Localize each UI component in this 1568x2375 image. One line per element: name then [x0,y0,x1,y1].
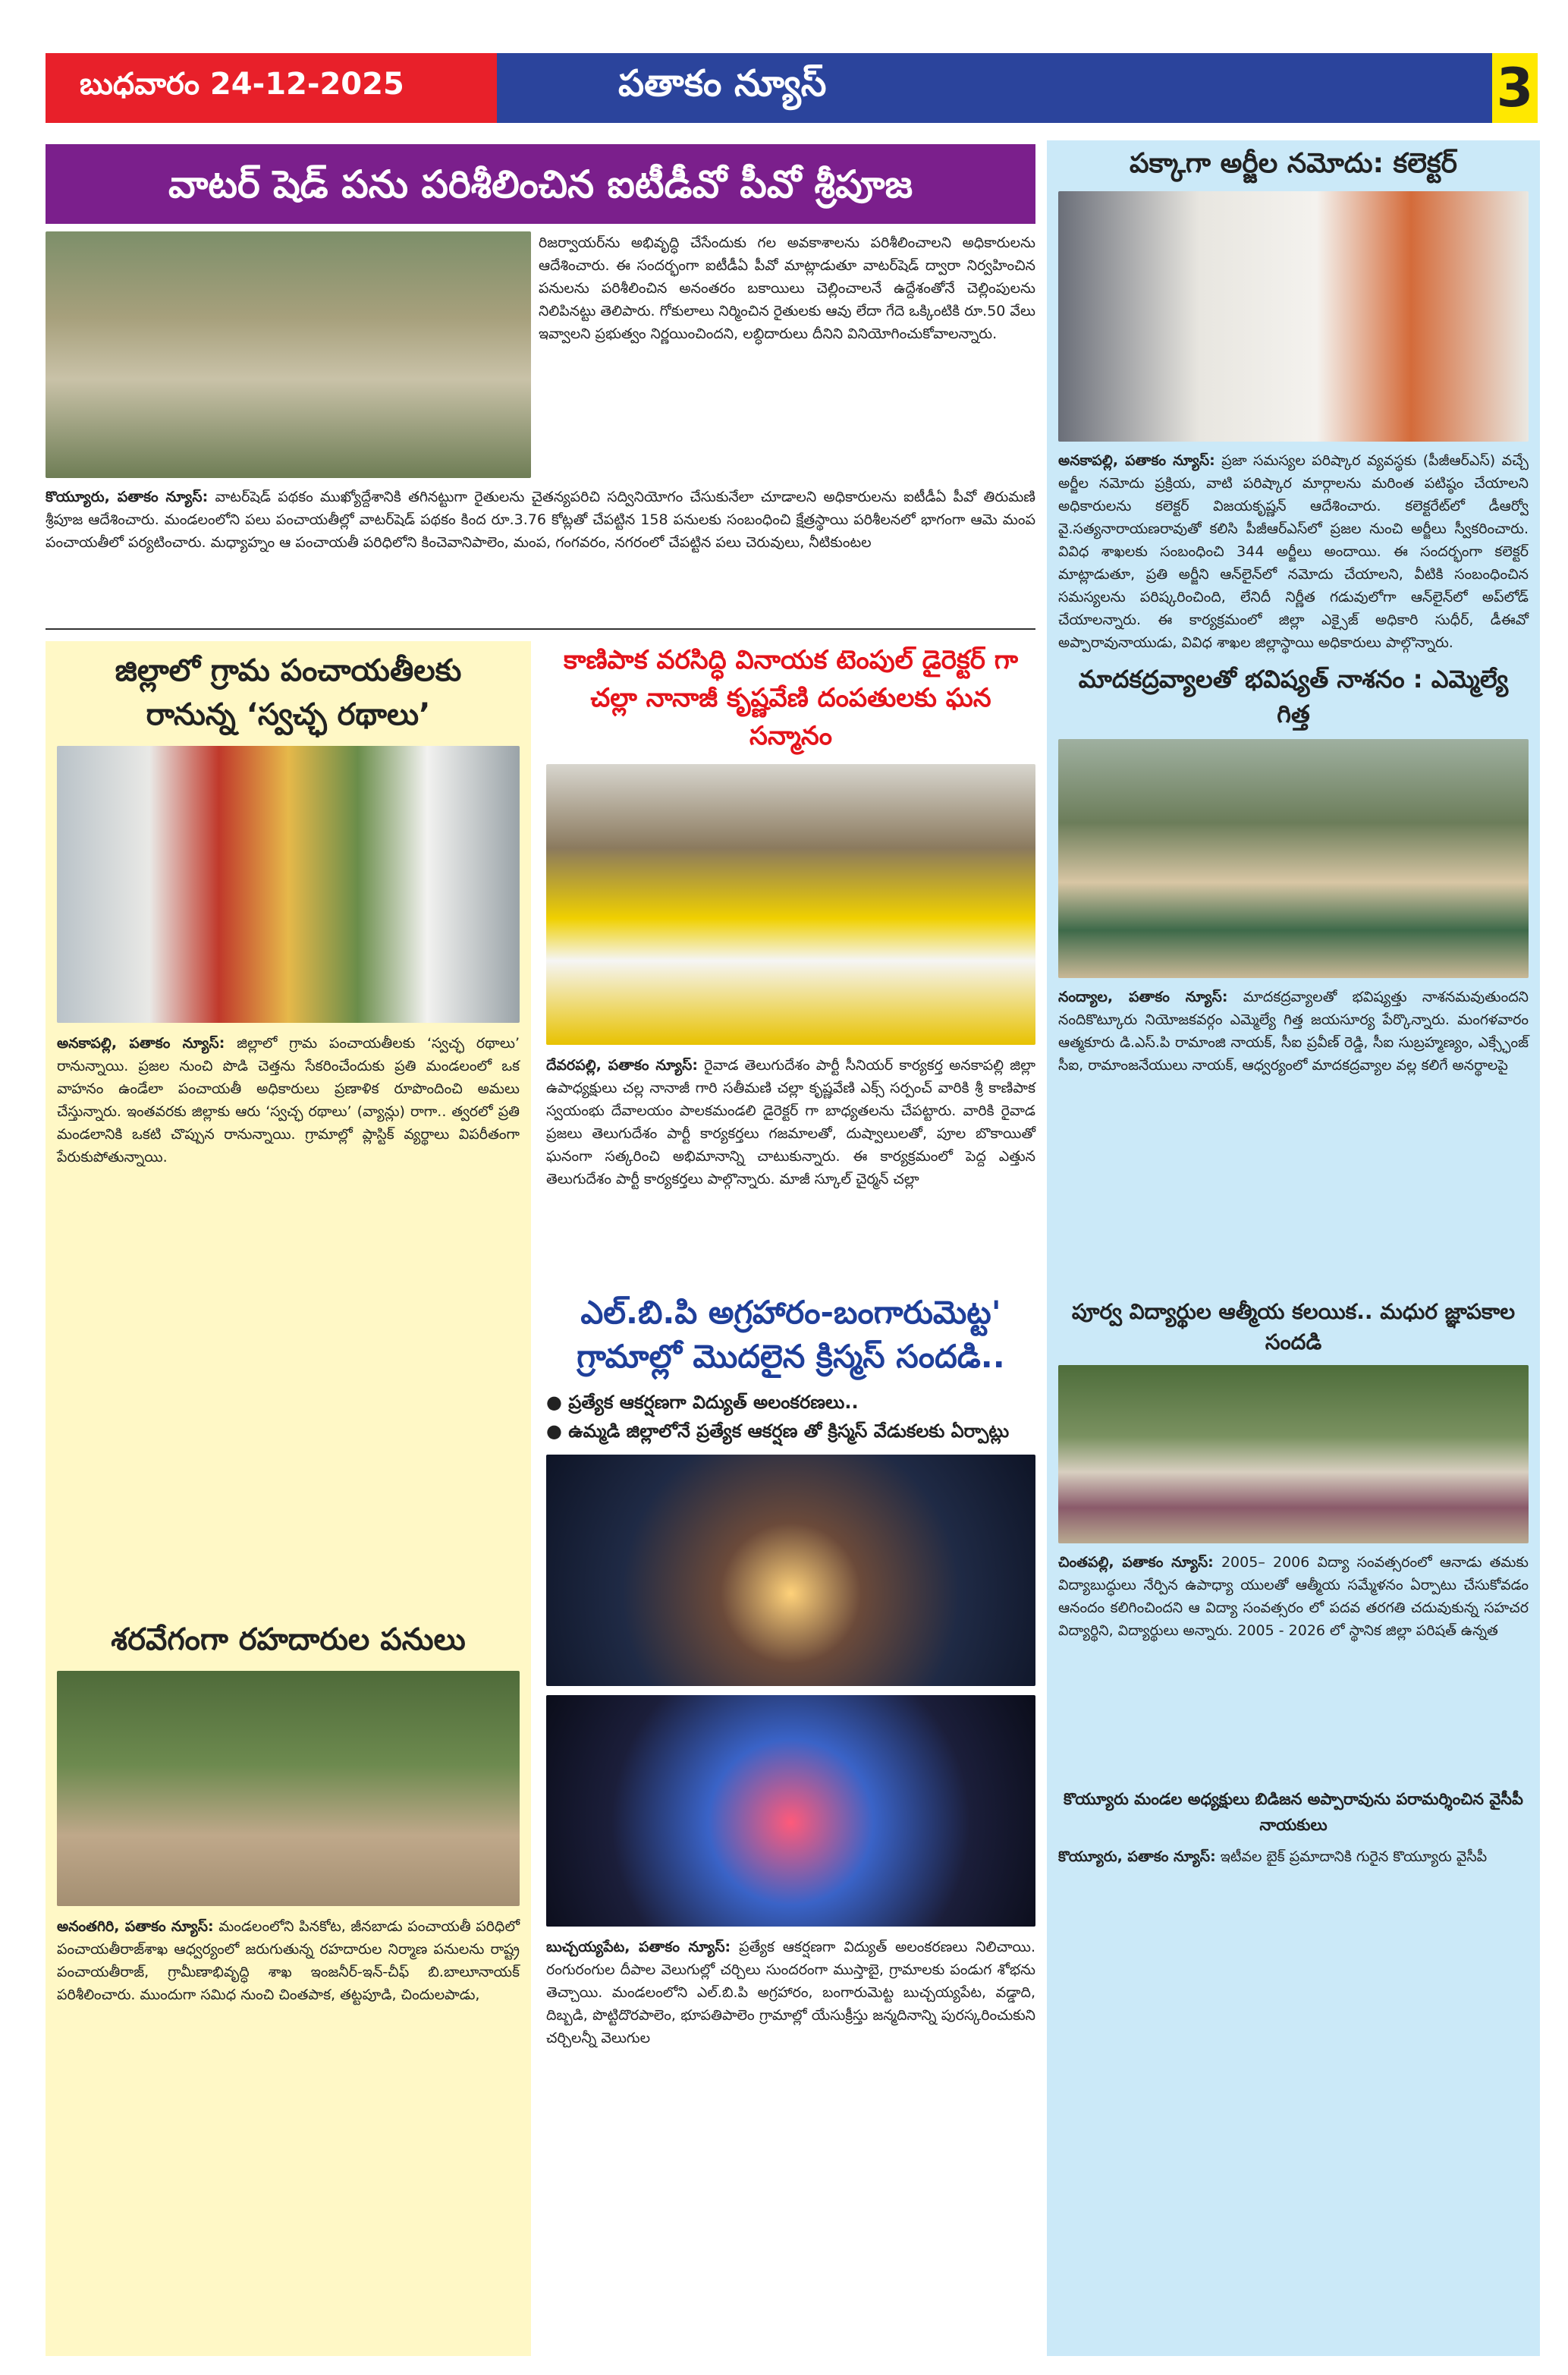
lead-dateline: కొయ్యూరు, పతాకం న్యూస్: [46,489,209,505]
left-column [46,649,531,2006]
kanipakam-body [546,1054,1035,1282]
dateline: దేవరపల్లి, పతాకం న్యూస్: [546,1057,698,1074]
masthead-paper-name: పతాకం న్యూస్ [497,53,1492,123]
bullet-item: ● ప్రత్యేక ఆకర్షణగా విద్యుత్ అలంకరణలు.. [546,1392,859,1413]
lead-body-left [46,486,1035,554]
christmas-bullets [546,1388,1035,1445]
headline-line-1: జిల్లాలో గ్రామ పంచాయతీలకు [115,653,462,688]
body-text: 2005– 2006 విద్యా సంవత్సరంలో ఆనాడు తమకు విద్యాబుద్ధులు నేర్పిన ఉపాధ్యా యులతో ఆత్మీయ సమ్మేళనం ఏర్పాటు చేసుకోవడం ఆనందం కలిగించిందని ఆ విద్యా సంవత్సరం లో పదవ తరగతి చదువుకున్న సహచర విద్యార్థిని, విద్యార్థులు అన్నారు. 2005 - 2026 లో స్థానిక జిల్లా పరిషత్ ఉన్నత [1058,1554,1529,1639]
headline-line-1: కాణిపాక వరసిద్ధి వినాయక టెంపుల్ డైరెక్టర్ గా [563,645,1019,675]
lead-body-text: వాటర్‌షెడ్ పథకం ముఖ్యోద్దేశానికి తగినట్టుగా రైతులను చైతన్యపరిచి సద్వినియోగం చేసుకునేలా చూడాలని అధికారులను ఐటీడీఏ పీవో తిరుమణి శ్రీపూజ ఆదేశించారు. మండలంలోని పలు పంచాయతీల్లో వాటర్‌షెడ్ పథకం కింద రూ.3.76 కోట్లతో చేపట్టిన 158 పనులకు సంబంధించి క్షేత్రస్థాయి పరిశీలనలో భాగంగా ఆమె మంప పంచాయతీలో పర్యటించారు. మధ్యాహ్నం ఆ పంచాయతీ పరిధిలోని కించెవానిపాలెం, మంప, గంగవరం, నగరంలో చేపట్టిన పలు చెరువులు, నీటికుంటల [46,489,1035,551]
anti-drug-rally-photo [1058,739,1529,978]
collector-grievance-photo [1058,191,1529,442]
masthead-date: బుధవారం 24-12-2025 [46,53,497,123]
alumni-headline: పూర్వ విద్యార్థుల ఆత్మీయ కలయిక.. మధుర జ్ఞాపకాల సందడి [1071,1299,1516,1354]
lead-body-right: రిజర్వాయర్‌ను అభివృద్ధి చేసేందుకు గల అవకాశాలను పరిశీలించాలని అధికారులను ఆదేశించారు. ఈ సందర్భంగా ఐటీడీఏ పీవో మాట్లాడుతూ వాటర్‌షెడ్ ద్వారా నిర్వహించిన పనులను పరిశీలించిన అనంతరం బకాయిలు చెల్లించాలనే ఉద్దేశంతోనే చెల్లింపులను నిలిపినట్టు తెలిపారు. గోకులాలు నిర్మించిన రైతులకు ఆవు లేదా గేదె ఒక్కింటికి రూ.50 వేలు ఇవ్వాలని ప్రభుత్వం నిర్ణయించిందని, లబ్ధిదారులు దీనిని వినియోగించుకోవాలన్నారు. [539,234,1035,342]
middle-column [546,641,1035,2049]
body-text: మాదకద్రవ్యాలతో భవిష్యత్తు నాశనమవుతుందని నందికొట్కూరు నియోజకవర్గం ఎమ్మెల్యే గిత్త జయసూర్య పేర్కొన్నారు. మంగళవారం ఆత్మకూరు డి.ఎస్.పి రామాంజి నాయక్, సీఐ ప్రవీణ్ రెడ్డి, సీఐ సుబ్రహ్మణ్యం, ఎక్స్ఛేంజ్ సీఐ, రామాంజనేయులు నాయక్, ఆధ్వర్యంలో మాదకద్రవ్యాల వల్ల కలిగే అనర్థాలపై [1058,989,1529,1074]
lead-photo-officials-at-pond [46,231,531,478]
body-text: రైవాడ తెలుగుదేశం పార్టీ సీనియర్ కార్యకర్త అనకాపల్లి జిల్లా ఉపాధ్యక్షులు చల్ల నానాజీ గారి సతీమణి చల్లా కృష్ణవేణి ఎక్స్ సర్పంచ్ వారికి శ్రీ కాణిపాక స్వయంభు దేవాలయం పాలకమండలి డైరెక్టర్ గా బాధ్యతలను చేపట్టారు. వారికి రైవాడ ప్రజలు తెలుగుదేశం పార్టీ కార్యకర్తలు గజమాలతో, దుష్వాలులతో, పూల బొకాయితో ఘనంగా సత్కరించి అభిమానాన్ని చాటుకున్నారు. ఈ కార్యక్రమంలో పెద్ద ఎత్తున తెలుగుదేశం పార్టీ కార్యకర్తలు పాల్గొన్నారు. మాజీ స్కూల్ చైర్మన్ చల్లా [546,1057,1036,1188]
swachh-rathalu-headline [57,649,520,737]
lead-section [46,144,1035,554]
collector-headline: పక్కాగా అర్జీల నమోదు: కలెక్టర్ [1129,148,1457,179]
dateline: అనకాపల్లి, పతాకం న్యూస్: [1058,452,1215,469]
swachh-ratham-van-photo [57,746,520,1023]
dateline: కొయ్యూరు, పతాకం న్యూస్: [1058,1848,1216,1865]
right-column [1047,144,1540,1868]
dateline: అనంతగిరి, పతాకం న్యూస్: [57,1918,214,1935]
church-lights-photo-1 [546,1455,1035,1686]
kanipakam-headline [546,641,1035,755]
headline-line-2: గ్రామాల్లో మొదలైన క్రిస్మస్ సందడి.. [577,1338,1005,1375]
page-number: 3 [1492,53,1538,123]
headline-line-1: ఎల్.బి.పి అగ్రహారం-బంగారుమెట్ట' [580,1294,1001,1331]
ycp-headline: కొయ్యూరు మండల అధ్యక్షులు బిడిజన అప్పారావును పరామర్శించిన వైసీపీ నాయకులు [1064,1790,1523,1834]
body-text: మండలంలోని పినకోట, జీనబాడు పంచాయతీ పరిధిలో పంచాయతీరాజ్‌శాఖ ఆధ్వర్యంలో జరుగుతున్న రహదారుల నిర్మాణ పనులను రాష్ట్ర పంచాయతీరాజ్, గ్రామీణాభివృద్ధి శాఖ ఇంజనీర్-ఇన్-చీఫ్ బి.బాలూనాయక్ పరిశీలించారు. ముందుగా సమిధ నుంచి చింతపాక, తట్టపూడి, చిందులపాడు, [57,1918,520,2003]
body-text: జిల్లాలో గ్రామ పంచాయతీలకు ‘స్వచ్ఛ రథాలు’ రానున్నాయి. ప్రజల నుంచి పొడి చెత్తను సేకరించేందుకు ప్రతి మండలంలో ఒక వాహనం ఉండేలా పంచాయతీ అధికారులు ప్రణాళిక రూపొందించి అమలు చేస్తున్నారు. ఇంతవరకు జిల్లాకు ఆరు ‘స్వచ్ఛ రథాలు’ (వ్యాన్లు) రాగా.. త్వరలో ప్రతి మండలానికి ఒకటి చొప్పున రానున్నాయి. గ్రామాల్లో ప్లాస్టిక్ వ్యర్థాలు విపరీతంగా పేరుకుపోతున్నాయి. [57,1035,520,1165]
felicitation-group-photo [546,764,1035,1045]
dateline: అనకాపల్లి, పతాకం న్యూస్: [57,1035,225,1052]
headline-line-2: చల్లా నానాజీ కృష్ణవేణి దంపతులకు ఘన సన్మానం [590,683,991,751]
collector-body [1058,449,1529,654]
dateline: చింతపల్లి, పతాకం న్యూస్: [1058,1554,1214,1571]
bullet-item: ● ఉమ్మడి జిల్లాలోనే ప్రత్యేక ఆకర్షణ తో క్రిస్మస్ వేడుకలకు ఏర్పాట్లు [546,1420,1010,1442]
headline-line-2: రానున్న ‘స్వచ్ఛ రథాలు’ [146,697,431,732]
church-lights-photo-2 [546,1695,1035,1927]
ycp-body [1058,1845,1529,1868]
road-works-photo [57,1671,520,1906]
christmas-headline [546,1291,1035,1379]
roads-body [57,1915,520,2006]
bullet-text: ఉమ్మడి జిల్లాలోనే ప్రత్యేక ఆకర్షణ తో క్రిస్మస్ వేడుకలకు ఏర్పాట్లు [568,1420,1010,1442]
body-text: ఇటీవల బైక్ ప్రమాదానికి గురైన కొయ్యూరు వైసీపీ [1220,1848,1488,1865]
drugs-headline: మాదకద్రవ్యాలతో భవిష్యత్ నాశనం : ఎమ్మెల్యే గిత్త [1078,665,1509,728]
christmas-body [546,1936,1035,2049]
lead-row [46,231,1035,478]
swachh-rathalu-body [57,1032,520,1609]
dateline: బుచ్చయ్యపేట, పతాకం న్యూస్: [546,1939,731,1955]
lead-headline: వాటర్ షెడ్ పను పరిశీలించిన ఐటీడీవో పీవో శ్రీపూజ [46,144,1035,224]
body-text: ప్రజా సమస్యల పరిష్కార వ్యవస్థకు (పీజీఆర్ఎస్) వచ్చే అర్జీల నమోదు ప్రక్రియ, వాటి పరిష్కార మార్గాలను మరింత పటిష్ఠం చేయాలని అధికారులను కలెక్టర్ విజయకృష్ణన్ ఆదేశించారు. కలెక్టరేట్‌లో డీఆర్వో వై.సత్యనారాయణరావుతో కలిసి పీజీఆర్ఎస్‌లో ప్రజల నుంచి అర్జీలు స్వీకరించారు. వివిధ శాఖలకు సంబంధించి 344 అర్జీలు అందాయి. ఈ సందర్భంగా కలెక్టర్ మాట్లాడుతూ, ప్రతి అర్జీని ఆన్‌లైన్‌లో నమోదు చేయాలని, వీటికి సంబంధించిన సమస్యలను పరిష్కరించింది, లేనిదీ నిర్ణీత గడువులోగా ఆన్‌లైన్‌లో అప్‌లోడ్ చేయాలన్నారు. ఈ కార్యక్రమంలో జిల్లా ఎక్సైజ్ అధికారి సుధీర్, డీఈవో అప్పారావునాయుడు, వివిధ శాఖల జిల్లాస్థాయి అధికారులు పాల్గొన్నారు. [1058,452,1529,651]
dateline: నంద్యాల, పతాకం న్యూస్: [1058,989,1228,1005]
drugs-body [1058,986,1529,1289]
bullet-text: ప్రత్యేక ఆకర్షణగా విద్యుత్ అలంకరణలు.. [568,1392,859,1413]
alumni-body [1058,1551,1529,1779]
body-text: ప్రత్యేక ఆకర్షణగా విద్యుత్ అలంకరణలు నిలిచాయి. రంగురంగుల దీపాల వెలుగుల్లో చర్చిలు సుందరంగా ముస్తాబై, గ్రామాలకు పండుగ శోభను తెచ్చాయి. మండలంలోని ఎల్.బి.పి అగ్రహారం, బంగారుమెట్ట బుచ్చయ్యపేట, వడ్డాది, దిబ్బడి, పొట్టిదొరపాలెం, భూపతిపాలెం గ్రామాల్లో యేసుక్రీస్తు జన్మదినాన్ని పురస్కరించుకుని చర్చిలన్నీ వెలుగుల [546,1939,1035,2046]
roads-headline: శరవేగంగా రహదారుల పనులు [111,1622,466,1657]
alumni-group-photo [1058,1365,1529,1543]
section-divider [46,628,1035,630]
